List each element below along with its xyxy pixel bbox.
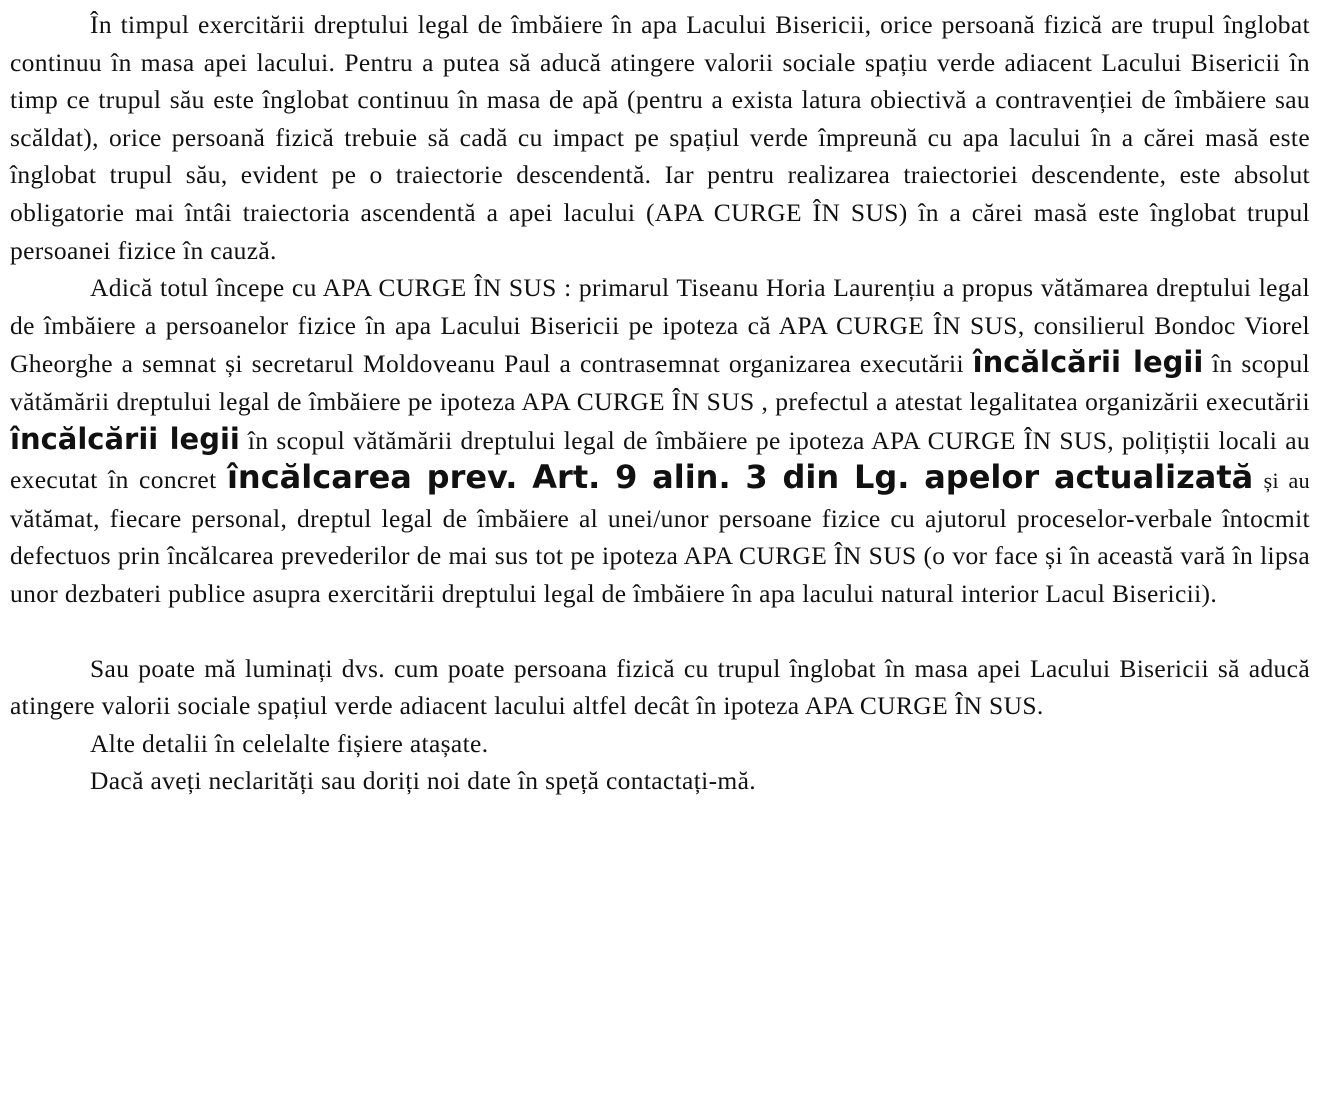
line-contact: Dacă aveți neclarități sau doriți noi date în speță contactați-mă. [90,766,756,796]
paragraph-chain-of-responsibility [10,269,1310,612]
emphasis-article-9: încălcarea prev. Art. 9 alin. 3 din Lg. apelor actualizată [226,458,1254,497]
line-other-details: Alte detalii în celelalte fișiere atașate. [90,728,489,758]
emphasis-law-breach-2: încălcării legii [10,421,240,456]
paragraph2-small-and: și au [1263,468,1310,494]
paragraph-gap [10,613,1310,650]
paragraph-question: Sau poate mă luminați dvs. cum poate persoana fizică cu trupul înglobat în masa apei Lacului Bisericii să aducă atingere valorii sociale spațiul verde adiacent lacului altfel decât în ipoteza APA CURGE ÎN SUS. [10,653,1310,721]
paragraph2-part1: Adică totul începe cu APA CURGE ÎN SUS : primarul Tiseanu Horia Laurențiu a propus vătămarea dreptului legal de îmbăiere a persoanelor fizice în apa Lacului Bisericii pe ipoteza că APA CURGE ÎN SUS, consilierul Bondoc Viorel Gheorghe a semnat și secretarul Moldoveanu Paul a contrasemnat organizarea executării [10,273,1310,379]
paragraph2-part3: în scopul vătămării dreptului legal de îmbăiere pe ipoteza APA CURGE ÎN SUS, polițiștii locali au executat în concret [10,425,1310,495]
paragraph2-part5: vătămat, fiecare personal, dreptul legal de îmbăiere al unei/unor persoane fizice cu ajutorul proceselor-verbale întocmit defectuos prin încălcarea prevederilor de mai sus tot pe ipoteza APA CURGE ÎN SUS (o vor face și în această vară în lipsa unor dezbateri publice asupra exercitării dreptului legal de îmbăiere în apa lacului natural interior Lacul Bisericii). [10,503,1310,608]
paragraph2-part2: în scopul vătămării dreptului legal de îmbăiere pe ipoteza APA CURGE ÎN SUS , prefectul a atestat legalitatea organizării executării [10,349,1310,416]
document-body [10,6,1310,800]
emphasis-law-breach-1: încălcării legii [972,345,1204,380]
paragraph-water-trajectory: În timpul exercitării dreptului legal de îmbăiere în apa Lacului Bisericii, orice persoană fizică are trupul înglobat continuu în masa apei lacului. Pentru a putea să aducă atingere valorii sociale spațiu verde adiacent Lacului Bisericii în timp ce trupul său este înglobat continuu în masa de apă (pentru a exista latura obiectivă a contravenției de îmbăiere sau scăldat), orice persoană fizică trebuie să cadă cu impact pe spațiul verde împreună cu apa lacului în a cărei masă este înglobat trupul său, evident pe o traiectorie descendentă. Iar pentru realizarea traiectoriei descendente, este absolut obligatorie mai întâi traiectoria ascendentă a apei lacului (APA CURGE ÎN SUS) în a cărei masă este înglobat trupul persoanei fizice în cauză. [10,10,1310,265]
